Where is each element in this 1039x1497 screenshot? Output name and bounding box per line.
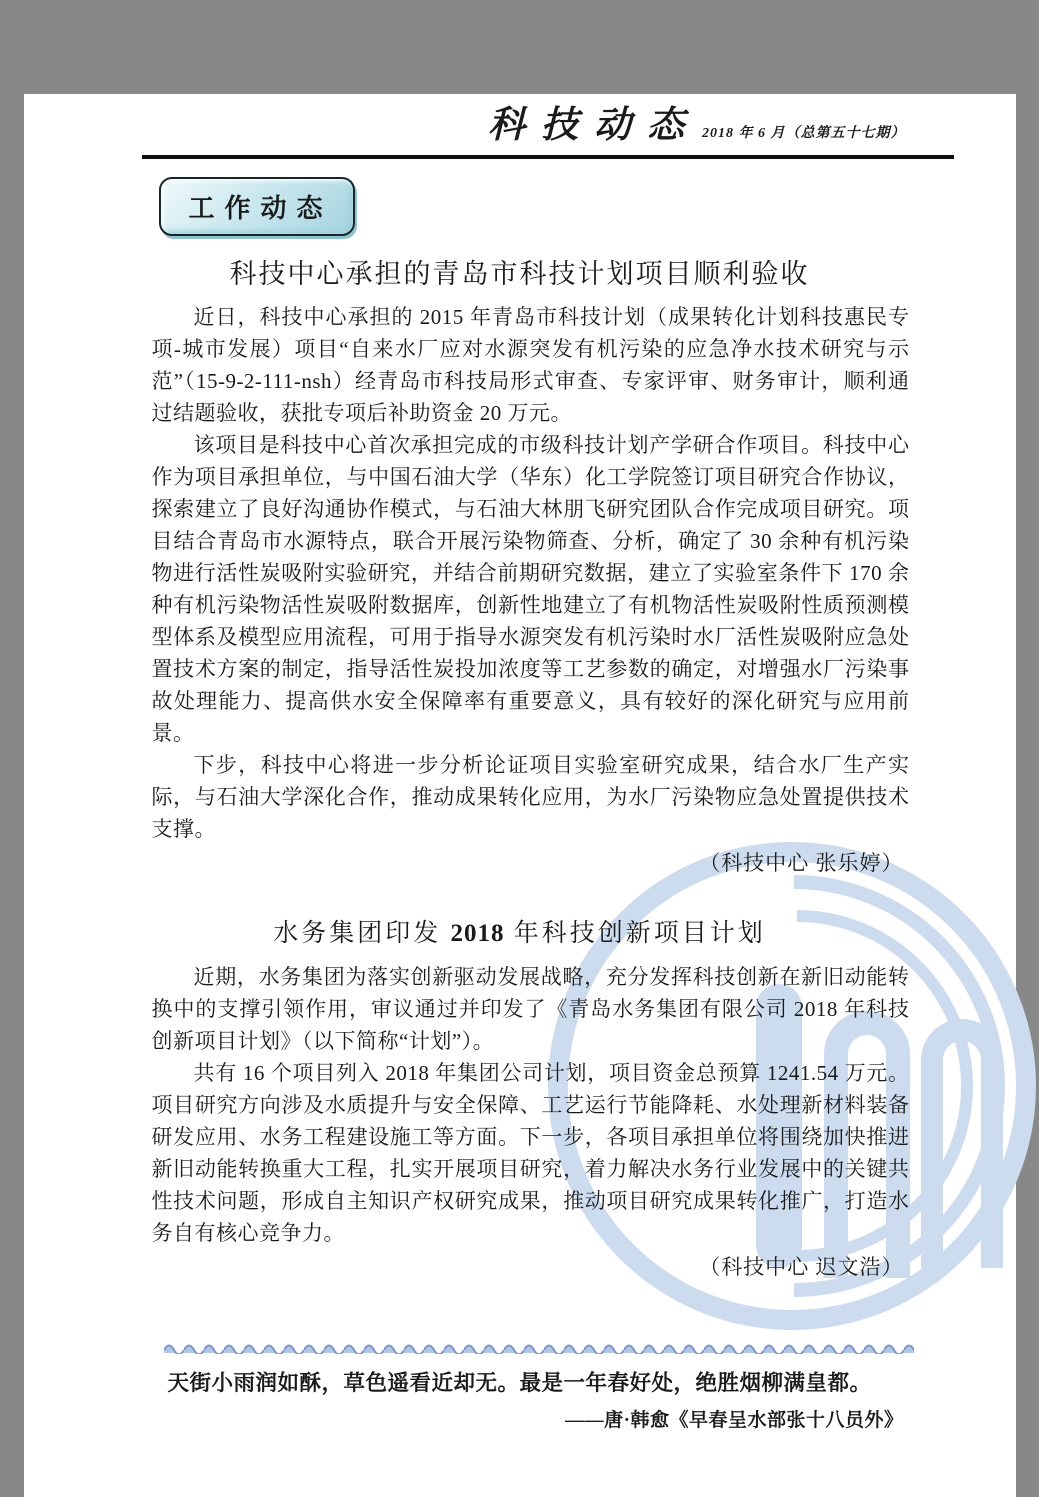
header-rule [142, 155, 954, 159]
article-1-title: 科技中心承担的青岛市科技计划项目顺利验收 [104, 252, 936, 291]
wave-separator [164, 1341, 914, 1354]
work-news-badge: 工作动态 [159, 177, 355, 236]
article-1-paragraph: 下步，科技中心将进一步分析论证项目实验室研究成果，结合水厂生产实际，与石油大学深化合作，推动成果转化应用，为水厂污染物应急处置提供技术支撑。 [152, 749, 910, 845]
masthead-title: 科技动态 [488, 94, 700, 148]
article-2-paragraph: 共有 16 个项目列入 2018 年集团公司计划，项目资金总预算 1241.54 万元。项目研究方向涉及水质提升与安全保障、工艺运行节能降耗、水处理新材料装备研发应用、水务工程建设施工等方面。下一步，各项目承担单位将围绕加快推进新旧动能转换重大工程，扎实开展项目研究，着力解决水务行业发展中的关键共性技术问题，形成自主知识产权研究成果，推动项目研究成果转化推广，打造水务自有核心竞争力。 [152, 1057, 910, 1249]
newsletter-page [24, 94, 1016, 1497]
article-1-byline: （科技中心 张乐婷） [24, 847, 904, 879]
article-2 [24, 913, 1016, 1283]
masthead [24, 94, 906, 148]
article-1-paragraph: 近日，科技中心承担的 2015 年青岛市科技计划（成果转化计划科技惠民专项-城市发展）项目“自来水厂应对水源突发有机污染的应急净水技术研究与示范”（15-9-2-111-nsh）经青岛市科技局形式审查、专家评审、财务审计，顺利通过结题验收，获批专项后补助资金 20 万元。 [152, 301, 910, 429]
article-2-title-suffix: 年科技创新项目计划 [505, 920, 766, 947]
section-badge-row [159, 177, 1016, 236]
article-2-byline: （科技中心 迟文浩） [24, 1251, 904, 1283]
article-2-paragraph: 近期，水务集团为落实创新驱动发展战略，充分发挥科技创新在新旧动能转换中的支撑引领作用，审议通过并印发了《青岛水务集团有限公司 2018 年科技创新项目计划》（以下简称“计划”）。 [152, 961, 910, 1057]
article-2-title [104, 913, 936, 949]
masthead-issue-info: 2018 年 6 月（总第五十七期） [702, 122, 906, 142]
poem-attribution: ——唐·韩愈《早春呈水部张十八员外》 [24, 1405, 904, 1432]
article-1 [24, 252, 1016, 879]
article-2-title-year: 2018 [451, 920, 505, 947]
poem-quote: 天街小雨润如酥，草色遥看近却无。最是一年春好处，绝胜烟柳满皇都。 [24, 1366, 1016, 1397]
article-2-title-prefix: 水务集团印发 [273, 920, 450, 947]
article-1-paragraph: 该项目是科技中心首次承担完成的市级科技计划产学研合作项目。科技中心作为项目承担单位，与中国石油大学（华东）化工学院签订项目研究合作协议，探索建立了良好沟通协作模式，与石油大林朋飞研究团队合作完成项目研究。项目结合青岛市水源特点，联合开展污染物筛查、分析，确定了 30 余种有机污染物进行活性炭吸附实验研究，并结合前期研究数据，建立了实验室条件下 170 余种有机污染物活性炭吸附数据库，创新性地建立了有机物活性炭吸附性质预测模型体系及模型应用流程，可用于指导水源突发有机污染时水厂活性炭吸附应急处置技术方案的制定，指导活性炭投加浓度等工艺参数的确定，对增强水厂污染事故处理能力、提高供水安全保障率有重要意义，具有较好的深化研究与应用前景。 [152, 429, 910, 749]
